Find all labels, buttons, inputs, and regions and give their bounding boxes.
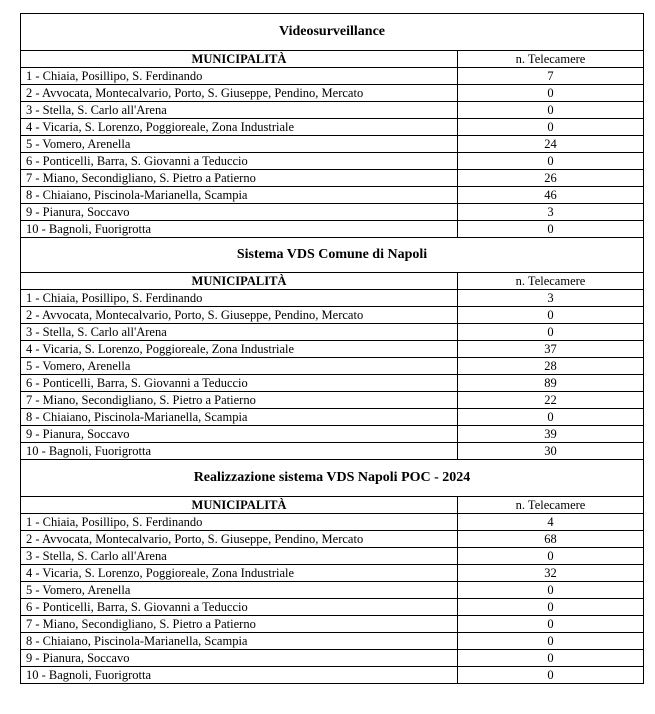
- municipality-column-header: MUNICIPALITÀ: [21, 497, 458, 514]
- municipality-name: 10 - Bagnoli, Fuorigrotta: [21, 443, 458, 460]
- camera-count: 68: [458, 531, 644, 548]
- column-header-row: [21, 497, 644, 514]
- camera-count: 28: [458, 358, 644, 375]
- table-row: [21, 358, 644, 375]
- municipality-name: 1 - Chiaia, Posillipo, S. Ferdinando: [21, 290, 458, 307]
- camera-count: 3: [458, 290, 644, 307]
- table-row: [21, 119, 644, 136]
- camera-count: 0: [458, 153, 644, 170]
- camera-count: 39: [458, 426, 644, 443]
- municipality-name: 2 - Avvocata, Montecalvario, Porto, S. Giuseppe, Pendino, Mercato: [21, 85, 458, 102]
- camera-count: 0: [458, 667, 644, 684]
- table-row: [21, 307, 644, 324]
- table-row: [21, 375, 644, 392]
- camera-count: 3: [458, 204, 644, 221]
- table-row: [21, 290, 644, 307]
- table-row: [21, 170, 644, 187]
- table-row: [21, 548, 644, 565]
- table-row: [21, 204, 644, 221]
- table-row: [21, 650, 644, 667]
- table-row: [21, 633, 644, 650]
- section-title: Realizzazione sistema VDS Napoli POC - 2024: [21, 460, 644, 497]
- municipality-name: 7 - Miano, Secondigliano, S. Pietro a Patierno: [21, 170, 458, 187]
- camera-count: 22: [458, 392, 644, 409]
- municipality-name: 4 - Vicaria, S. Lorenzo, Poggioreale, Zona Industriale: [21, 341, 458, 358]
- table-row: [21, 514, 644, 531]
- camera-count: 0: [458, 633, 644, 650]
- camera-count-column-header: n. Telecamere: [458, 273, 644, 290]
- camera-count-column-header: n. Telecamere: [458, 51, 644, 68]
- camera-count: 0: [458, 102, 644, 119]
- table-row: [21, 426, 644, 443]
- camera-count: 32: [458, 565, 644, 582]
- table-row: [21, 582, 644, 599]
- camera-count: 24: [458, 136, 644, 153]
- municipality-name: 10 - Bagnoli, Fuorigrotta: [21, 221, 458, 238]
- municipality-name: 1 - Chiaia, Posillipo, S. Ferdinando: [21, 514, 458, 531]
- municipality-name: 3 - Stella, S. Carlo all'Arena: [21, 324, 458, 341]
- table-row: [21, 102, 644, 119]
- table-row: [21, 667, 644, 684]
- municipality-name: 1 - Chiaia, Posillipo, S. Ferdinando: [21, 68, 458, 85]
- municipality-name: 5 - Vomero, Arenella: [21, 582, 458, 599]
- camera-count: 37: [458, 341, 644, 358]
- municipality-name: 6 - Ponticelli, Barra, S. Giovanni a Teduccio: [21, 375, 458, 392]
- table-row: [21, 409, 644, 426]
- municipality-name: 3 - Stella, S. Carlo all'Arena: [21, 548, 458, 565]
- table-row: [21, 599, 644, 616]
- municipality-name: 8 - Chiaiano, Piscinola-Marianella, Scampia: [21, 409, 458, 426]
- camera-count: 0: [458, 307, 644, 324]
- municipality-name: 5 - Vomero, Arenella: [21, 358, 458, 375]
- camera-count: 26: [458, 170, 644, 187]
- camera-count-column-header: n. Telecamere: [458, 497, 644, 514]
- camera-count: 46: [458, 187, 644, 204]
- camera-count: 7: [458, 68, 644, 85]
- table-row: [21, 531, 644, 548]
- camera-count: 0: [458, 582, 644, 599]
- section-title: Sistema VDS Comune di Napoli: [21, 238, 644, 273]
- table-row: [21, 341, 644, 358]
- municipality-name: 2 - Avvocata, Montecalvario, Porto, S. Giuseppe, Pendino, Mercato: [21, 307, 458, 324]
- camera-table-body: [21, 14, 644, 684]
- municipality-name: 4 - Vicaria, S. Lorenzo, Poggioreale, Zona Industriale: [21, 119, 458, 136]
- camera-count: 89: [458, 375, 644, 392]
- camera-count: 30: [458, 443, 644, 460]
- municipality-name: 10 - Bagnoli, Fuorigrotta: [21, 667, 458, 684]
- municipality-name: 3 - Stella, S. Carlo all'Arena: [21, 102, 458, 119]
- municipality-name: 9 - Pianura, Soccavo: [21, 204, 458, 221]
- municipality-name: 6 - Ponticelli, Barra, S. Giovanni a Teduccio: [21, 599, 458, 616]
- municipality-column-header: MUNICIPALITÀ: [21, 51, 458, 68]
- column-header-row: [21, 51, 644, 68]
- table-row: [21, 153, 644, 170]
- column-header-row: [21, 273, 644, 290]
- camera-count: 0: [458, 119, 644, 136]
- municipality-column-header: MUNICIPALITÀ: [21, 273, 458, 290]
- camera-count: 0: [458, 85, 644, 102]
- camera-count: 0: [458, 599, 644, 616]
- municipality-name: 4 - Vicaria, S. Lorenzo, Poggioreale, Zona Industriale: [21, 565, 458, 582]
- municipality-name: 8 - Chiaiano, Piscinola-Marianella, Scampia: [21, 187, 458, 204]
- table-row: [21, 85, 644, 102]
- table-row: [21, 187, 644, 204]
- section-title: Videosurveillance: [21, 14, 644, 51]
- camera-count: 0: [458, 650, 644, 667]
- municipality-name: 8 - Chiaiano, Piscinola-Marianella, Scampia: [21, 633, 458, 650]
- camera-count: 0: [458, 324, 644, 341]
- municipality-name: 2 - Avvocata, Montecalvario, Porto, S. Giuseppe, Pendino, Mercato: [21, 531, 458, 548]
- municipality-name: 9 - Pianura, Soccavo: [21, 650, 458, 667]
- table-row: [21, 136, 644, 153]
- municipality-name: 9 - Pianura, Soccavo: [21, 426, 458, 443]
- table-row: [21, 616, 644, 633]
- camera-count: 0: [458, 409, 644, 426]
- municipality-name: 7 - Miano, Secondigliano, S. Pietro a Patierno: [21, 392, 458, 409]
- table-row: [21, 221, 644, 238]
- section-title-row: [21, 238, 644, 273]
- camera-count: 0: [458, 221, 644, 238]
- table-row: [21, 565, 644, 582]
- municipality-name: 6 - Ponticelli, Barra, S. Giovanni a Teduccio: [21, 153, 458, 170]
- camera-count: 4: [458, 514, 644, 531]
- table-row: [21, 324, 644, 341]
- table-row: [21, 443, 644, 460]
- table-row: [21, 392, 644, 409]
- camera-table: [20, 13, 644, 684]
- table-row: [21, 68, 644, 85]
- section-title-row: [21, 460, 644, 497]
- section-title-row: [21, 14, 644, 51]
- municipality-name: 5 - Vomero, Arenella: [21, 136, 458, 153]
- camera-count: 0: [458, 616, 644, 633]
- camera-count: 0: [458, 548, 644, 565]
- municipality-name: 7 - Miano, Secondigliano, S. Pietro a Patierno: [21, 616, 458, 633]
